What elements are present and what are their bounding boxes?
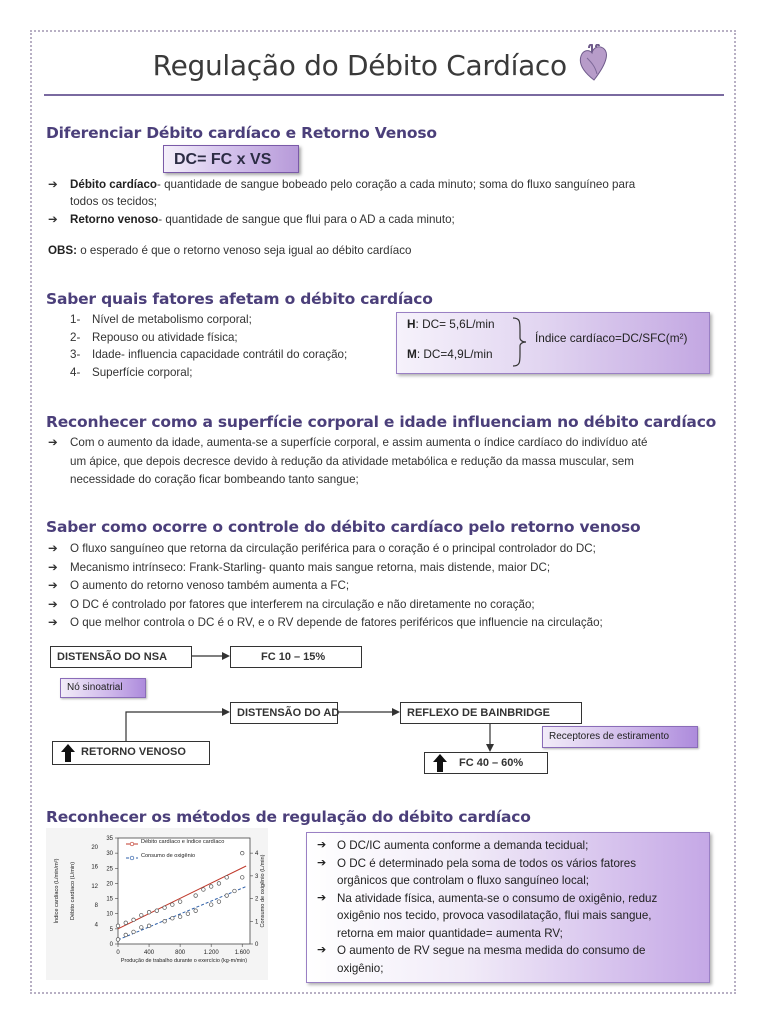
factor-number: 1-	[70, 313, 81, 326]
x-tick-label: 800	[175, 950, 186, 956]
arrow-right-icon: ➔	[317, 891, 327, 904]
series-point	[171, 903, 175, 907]
tag-sinoatrial: Nó sinoatrial	[60, 678, 146, 698]
bullet-retorno	[48, 211, 455, 228]
x-tick-label: 1.200	[203, 950, 219, 956]
series-point	[139, 926, 143, 930]
section-heading-4: Saber como ocorre o controle do débito cardíaco pelo retorno venoso	[46, 518, 641, 536]
arrow-up-icon	[61, 744, 75, 769]
regulation-item-line: O aumento de RV segue na mesma medida do consumo de	[337, 944, 646, 957]
series-point	[186, 912, 190, 916]
arrow-right-icon: ➔	[48, 178, 58, 191]
factor-item	[70, 364, 193, 381]
series-point	[132, 930, 136, 934]
obs-text: o esperado é que o retorno venoso seja igual ao débito cardíaco	[76, 244, 412, 257]
factor-number: 3-	[70, 348, 81, 361]
s4-item	[48, 559, 550, 576]
dc-female: M: DC=4,9L/min	[407, 347, 493, 361]
y-right-tick-label: 3	[255, 873, 259, 880]
series-point	[124, 921, 128, 925]
y-right-tick-label: 1	[255, 919, 259, 926]
s4-item	[48, 614, 603, 631]
arrow-right-icon: ➔	[48, 616, 58, 629]
factor-number: 2-	[70, 330, 81, 344]
arrow-right-icon: ➔	[48, 213, 58, 226]
y-right-tick-label: 2	[255, 896, 259, 903]
series-point	[209, 903, 213, 907]
y-right-tick-label: 4	[255, 851, 259, 858]
flow-fc2: FC 40 – 60%	[424, 752, 548, 774]
s4-item	[48, 596, 535, 613]
series-point	[163, 906, 167, 910]
flow-fc1: FC 10 – 15%	[230, 646, 362, 668]
y-inner-tick-label: 12	[91, 883, 98, 890]
factor-text: Nível de metabolismo corporal;	[92, 313, 252, 326]
series-point	[209, 885, 213, 889]
arrow-right-icon: ➔	[48, 436, 58, 449]
regulation-item-line: O DC é determinado pela soma de todos os vários fatores	[337, 856, 637, 870]
x-tick-label: 400	[144, 950, 155, 956]
regulation-item-line: retorna em maior quantidade= aumenta RV;	[337, 926, 563, 940]
regulation-box	[306, 832, 710, 983]
formula-box: DC= FC x VS	[163, 145, 299, 173]
y-tick-label: 35	[106, 836, 113, 842]
series-point	[155, 909, 159, 913]
x-tick-label: 0	[116, 950, 120, 956]
section-heading-1: Diferenciar Débito cardíaco e Retorno Venoso	[46, 124, 437, 142]
legend-label: Consumo de oxigênio	[141, 853, 196, 859]
series-point	[225, 876, 229, 880]
series-point	[240, 876, 244, 880]
def-debito: - quantidade de sangue bobeado pelo coração a cada minuto; soma do fluxo sanguíneo para	[156, 178, 636, 191]
bullet-debito	[48, 176, 635, 193]
series-point	[132, 918, 136, 922]
s3-line-2: um ápice, que depois decresce devido à redução da atividade metabólica e redução da massa muscular, sem	[70, 455, 634, 468]
y-inner-tick-label: 16	[91, 864, 98, 871]
arrow-right-icon: ➔	[48, 542, 58, 555]
y-axis-inner-label: Débito cardíaco (L/min)	[70, 861, 76, 921]
s4-item-text: O fluxo sanguíneo que retorna da circulação periférica para o coração é o principal controlador do DC;	[70, 542, 596, 555]
flow-ad: DISTENSÃO DO AD	[230, 702, 338, 724]
factor-item	[70, 311, 252, 328]
y-axis-label: Índice cardíaco (L/min/m²)	[54, 858, 60, 924]
regulation-item-line: Na atividade física, aumenta-se o consumo de oxigênio, reduz	[337, 891, 658, 905]
s4-item-text: Mecanismo intrínseco: Frank-Starling- quanto mais sangue retorna, mais distende, maior DC;	[70, 560, 551, 574]
legend-label: Débito cardíaco e índice cardíaco	[141, 839, 225, 845]
y-tick-label: 15	[106, 896, 113, 903]
factor-number: 4-	[70, 365, 81, 379]
factor-text: Idade- influencia capacidade contrátil do coração;	[92, 348, 348, 361]
y-tick-label: 30	[106, 851, 113, 858]
page-title: Regulação do Débito Cardíaco	[152, 49, 567, 82]
series-point	[194, 894, 198, 898]
def-retorno: - quantidade de sangue que flui para o AD a cada minuto;	[158, 213, 455, 226]
legend-marker	[130, 842, 134, 846]
legend-marker	[130, 856, 134, 860]
title-rule	[44, 94, 724, 96]
flow-rv: RETORNO VENOSO	[52, 741, 210, 765]
regulation-item	[317, 890, 701, 943]
obs-label: OBS:	[48, 244, 77, 257]
y-tick-label: 10	[106, 911, 113, 918]
factor-item	[70, 346, 347, 363]
arrow-right-icon: ➔	[48, 597, 58, 611]
series-point	[217, 900, 221, 904]
section-heading-3: Reconhecer como a superfície corporal e idade influenciam no débito cardíaco	[46, 413, 717, 431]
factor-text: Superfície corporal;	[92, 365, 193, 379]
y-inner-tick-label: 8	[94, 903, 98, 910]
y-inner-tick-label: 4	[94, 922, 98, 929]
regulation-item-line: oxigênio;	[337, 961, 384, 975]
term-debito: Débito cardíaco	[70, 178, 157, 191]
regulation-item-line: orgânicos que controlam o fluxo sanguíneo local;	[337, 874, 589, 887]
cardiac-index: Índice cardíaco=DC/SFC(m²)	[535, 331, 688, 345]
y-tick-label: 25	[106, 866, 113, 873]
s4-item-text: O DC é controlado por fatores que interferem na circulação e não diretamente no coração;	[70, 597, 535, 611]
arrow-right-icon: ➔	[48, 560, 58, 574]
y-inner-tick-label: 20	[91, 845, 98, 852]
s4-item-text: O que melhor controla o DC é o RV, e o RV depende de fatores periféricos que influencie na circulação;	[70, 616, 603, 629]
series-point	[194, 909, 198, 913]
title-area	[40, 44, 724, 94]
series-point	[240, 851, 244, 855]
series-point	[147, 910, 151, 914]
s4-item	[48, 540, 596, 557]
arrow-up-icon	[433, 754, 447, 779]
s3-line-1: ➔ Com o aumento da idade, aumenta-se a superfície corporal, e assim aumenta o índice cardíaco do indivíduo até	[48, 436, 648, 449]
term-retorno: Retorno venoso	[70, 213, 159, 226]
y-tick-label: 20	[106, 881, 113, 888]
y-tick-label: 0	[109, 942, 113, 948]
series-point	[139, 913, 143, 917]
y-axis-right-label: Consumo de oxigênio (L/min)	[260, 854, 266, 928]
series-point	[178, 915, 182, 919]
regulation-item-line: oxigênio nos tecido, provoca vasodilatação, flui mais sangue,	[337, 909, 652, 922]
regulation-item	[317, 837, 701, 855]
dc-values-box	[396, 312, 710, 374]
series-point	[116, 938, 120, 942]
regulation-item-line: O DC/IC aumenta conforme a demanda tecidual;	[337, 839, 589, 852]
series-point	[202, 888, 206, 892]
heart-icon	[577, 44, 611, 87]
series-point	[171, 916, 175, 920]
s4-item	[48, 577, 349, 594]
series-point	[178, 900, 182, 904]
brace-icon	[510, 316, 530, 368]
series-point	[217, 882, 221, 886]
x-axis-label: Produção de trabalho durante o exercício (kg-m/min)	[120, 958, 248, 964]
flow-nsa: DISTENSÃO DO NSA	[50, 646, 192, 668]
y-tick-label: 5	[109, 926, 113, 933]
series-point	[233, 889, 237, 893]
s3-line-3: necessidade do coração ficar bombeando tanto sangue;	[70, 473, 359, 486]
cardiac-output-chart	[46, 828, 268, 980]
regulation-item	[317, 942, 701, 977]
series-point	[116, 924, 120, 928]
factor-item	[70, 329, 238, 346]
arrow-right-icon: ➔	[48, 579, 58, 592]
series-point	[124, 933, 128, 937]
series-point	[163, 919, 167, 923]
flow-reflex: REFLEXO DE BAINBRIDGE	[400, 702, 582, 724]
section-heading-5: Reconhecer os métodos de regulação do débito cardíaco	[46, 808, 531, 826]
x-tick-label: 1.600	[234, 950, 250, 956]
s4-item-text: O aumento do retorno venoso também aumenta a FC;	[70, 579, 350, 592]
series-point	[225, 894, 229, 898]
regulation-item	[317, 855, 701, 890]
arrow-right-icon: ➔	[317, 856, 327, 869]
arrow-right-icon: ➔	[317, 839, 327, 851]
factor-text: Repouso ou atividade física;	[92, 330, 238, 344]
obs-line	[48, 242, 412, 259]
arrow-right-icon: ➔	[317, 944, 327, 956]
y-right-tick-label: 0	[255, 942, 259, 948]
tag-receptors: Receptores de estiramento	[542, 726, 698, 748]
section-heading-2: Saber quais fatores afetam o débito cardíaco	[46, 290, 433, 308]
bullet-debito-cont: todos os tecidos;	[70, 195, 158, 208]
dc-male: H: DC= 5,6L/min	[407, 317, 495, 331]
series-point	[147, 924, 151, 928]
